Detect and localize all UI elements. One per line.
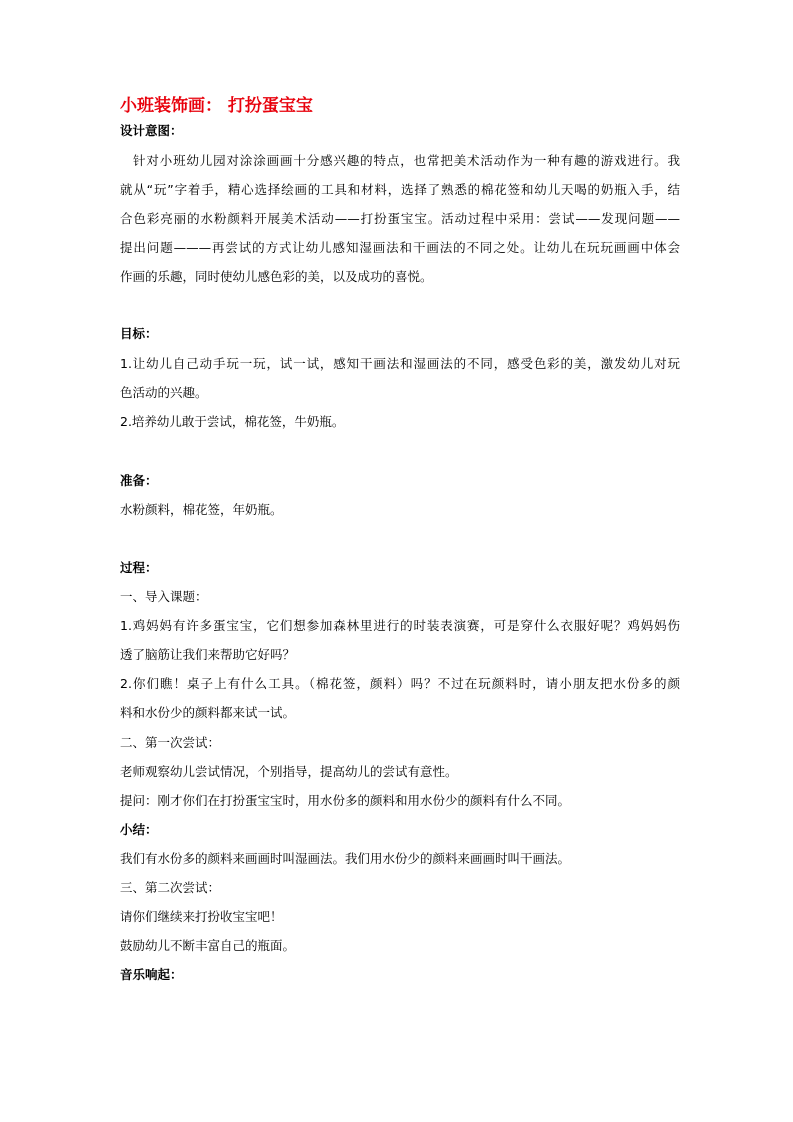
design-intent-line: 提出问题———再尝试的方式让幼儿感知湿画法和干画法的不同之处。让幼儿在玩玩画画中体会 [120, 240, 680, 255]
process-line: 透了脑筋让我们来帮助它好吗？ [120, 647, 296, 662]
summary-line: 鼓励幼儿不断丰富自己的瓶面。 [120, 938, 296, 953]
document-title: 小班装饰画： 打扮蛋宝宝 [120, 96, 313, 116]
process-line: 2.你们瞧！桌子上有什么工具。（棉花签，颜料）吗？不过在玩颜料时，请小朋友把水份多的颜 [120, 676, 680, 691]
summary-line: 我们有水份多的颜料来画画时叫湿画法。我们用水份少的颜料来画画时叫干画法。 [120, 851, 571, 866]
process-line: 二、第一次尝试： [120, 735, 221, 750]
goal-line: 1.让幼儿自己动手玩一玩，试一试，感知干画法和湿画法的不同，感受色彩的美，激发幼儿对玩 [120, 356, 680, 371]
preparation-heading: 准备： [120, 473, 158, 488]
process-line: 老师观察幼儿尝试情况，个别指导，提高幼儿的尝试有意性。 [120, 764, 458, 779]
music-heading: 音乐响起： [120, 967, 183, 982]
goal-line: 2.培养幼儿敢于尝试，棉花签，牛奶瓶。 [120, 414, 345, 429]
summary-line: 请你们继续来打扮收宝宝吧！ [120, 909, 283, 924]
process-line: 料和水份少的颜料都来试一试。 [120, 705, 296, 720]
summary-line: 三、第二次尝试： [120, 880, 221, 895]
goal-heading: 目标： [120, 326, 158, 341]
process-heading: 过程： [120, 560, 158, 575]
design-intent-line: 合色彩亮丽的水粉颜料开展美术活动——打扮蛋宝宝。活动过程中采用：尝试——发现问题—— [120, 211, 680, 226]
preparation-text: 水粉颜料，棉花签，年奶瓶。 [120, 502, 283, 517]
summary-heading: 小结： [120, 822, 158, 837]
design-intent-line: 针对小班幼儿园对涂涂画画十分感兴趣的特点，也常把美术活动作为一种有趣的游戏进行。我 [133, 153, 680, 168]
process-line: 1.鸡妈妈有许多蛋宝宝，它们想参加森林里进行的时装表演赛，可是穿什么衣服好呢？鸡妈妈伤 [120, 618, 680, 633]
design-intent-heading: 设计意图： [120, 123, 183, 138]
design-intent-line: 就从“玩”字着手，精心选择绘画的工具和材料，选择了熟悉的棉花签和幼儿天喝的奶瓶入手，结 [120, 182, 680, 197]
process-line: 一、导入课题： [120, 589, 208, 604]
process-line: 提问：刚才你们在打扮蛋宝宝时，用水份多的颜料和用水份少的颜料有什么不同。 [120, 793, 571, 808]
design-intent-line: 作画的乐趣，同时使幼儿感色彩的美，以及成功的喜悦。 [120, 269, 433, 284]
goal-line: 色活动的兴趣。 [120, 385, 208, 400]
